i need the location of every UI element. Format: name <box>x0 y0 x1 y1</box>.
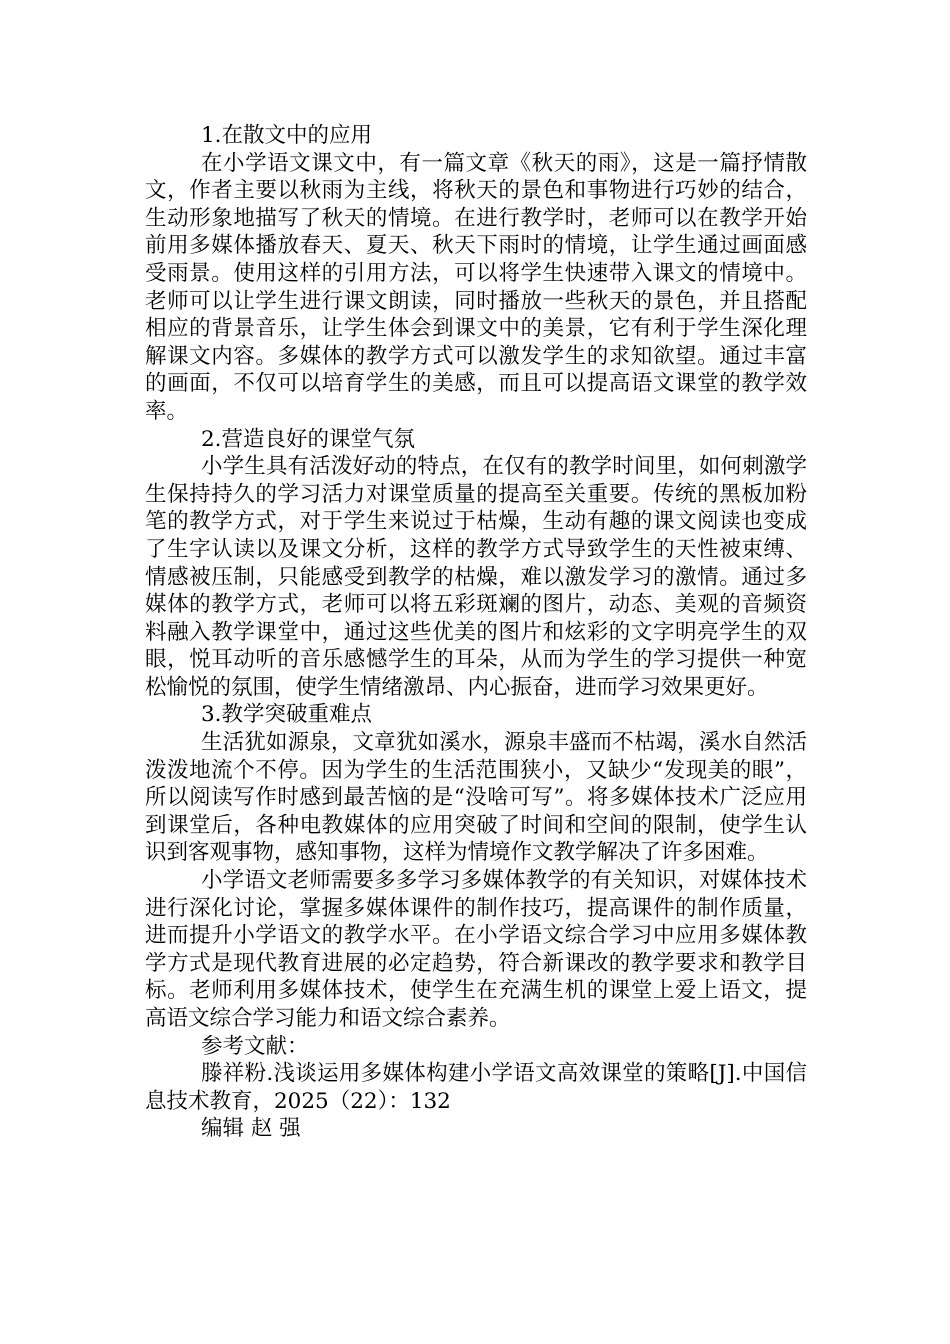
document-body <box>145 122 807 1143</box>
section-paragraph-2: 小学生具有活泼好动的特点，在仅有的教学时间里，如何刺激学生保持持久的学习活力对课堂质量的提高至关重要。传统的黑板加粉笔的教学方式，对于学生来说过于枯燥，生动有趣的课文阅读也变成了生字认读以及课文分析，这样的教学方式导致学生的天性被束缚、情感被压制，只能感受到教学的枯燥，难以激发学习的激情。通过多媒体的教学方式，老师可以将五彩斑斓的图片，动态、美观的音频资料融入教学课堂中，通过这些优美的图片和炫彩的文字明亮学生的双眼，悦耳动听的音乐感憾学生的耳朵，从而为学生的学习提供一种宽松愉悦的氛围，使学生情绪激昂、内心振奋，进而学习效果更好。 <box>145 454 807 700</box>
editor-credit: 编辑 赵 强 <box>201 1116 301 1142</box>
section-paragraph-1: 在小学语文课文中，有一篇文章《秋天的雨》，这是一篇抒情散文，作者主要以秋雨为主线，将秋天的景色和事物进行巧妙的结合，生动形象地描写了秋天的情境。在进行教学时，老师可以在教学开始前用多媒体播放春天、夏天、秋天下雨时的情境，让学生通过画面感受雨景。使用这样的引用方法，可以将学生快速带入课文的情境中。老师可以让学生进行课文朗读，同时播放一些秋天的景色，并且搭配相应的背景音乐，让学生体会到课文中的美景，它有利于学生深化理解课文内容。多媒体的教学方式可以激发学生的求知欲望。通过丰富的画面，不仅可以培育学生的美感，而且可以提高语文课堂的教学效率。 <box>145 150 807 424</box>
reference-item: 滕祥粉.浅谈运用多媒体构建小学语文高效课堂的策略[J].中国信息技术教育，2025（22）：132 <box>145 1061 807 1114</box>
conclusion-paragraph: 小学语文老师需要多多学习多媒体教学的有关知识，对媒体技术进行深化讨论，掌握多媒体课件的制作技巧，提高课件的制作质量，进而提升小学语文的教学水平。在小学语文综合学习中应用多媒体教学方式是现代教育进展的必定趋势，符合新课改的教学要求和教学目标。老师利用多媒体技术，使学生在充满生机的课堂上爱上语文，提高语文综合学习能力和语文综合素养。 <box>145 868 807 1031</box>
section-heading-1: 1.在散文中的应用 <box>201 123 373 148</box>
references-label: 参考文献： <box>201 1033 309 1059</box>
section-heading-3: 3.教学突破重难点 <box>201 702 373 728</box>
section-paragraph-3: 生活犹如源泉，文章犹如溪水，源泉丰盛而不枯竭，溪水自然活泼泼地流个不停。因为学生的生活范围狭小，又缺少“发现美的眼”，所以阅读写作时感到最苦恼的是“没啥可写”。将多媒体技术广泛应用到课堂后，各种电教媒体的应用突破了时间和空间的限制，使学生认识到客观事物，感知事物，这样为情境作文教学解决了许多困难。 <box>145 730 807 866</box>
section-heading-2: 2.营造良好的课堂气氛 <box>201 426 416 452</box>
